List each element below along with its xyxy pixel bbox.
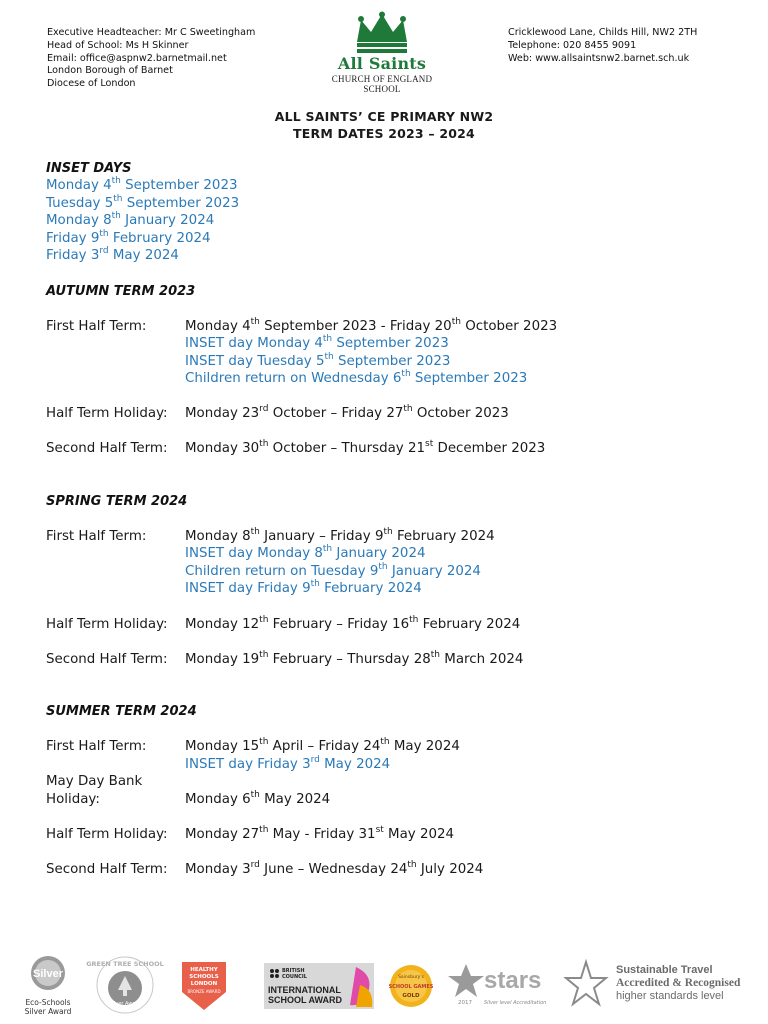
summer-first-half-dates: Monday 15th April – Friday 24th May 2024: [185, 736, 460, 754]
spring-second-half-dates: Monday 19th February – Thursday 28th March 2024: [185, 649, 524, 667]
school-games-bottom: GOLD: [402, 993, 420, 999]
website-line: Web: www.allsaintsnw2.barnet.sch.uk: [508, 53, 690, 64]
sustainable-travel-badge: [566, 960, 756, 1010]
eco-schools-label-1: Eco-Schools: [25, 998, 71, 1007]
inset-day-item: Friday 3rd May 2024: [46, 245, 179, 263]
eco-schools-badge: [18, 954, 78, 1016]
spring-note: INSET day Monday 8th January 2024: [185, 543, 426, 561]
inset-day-item: Friday 9th February 2024: [46, 228, 211, 246]
spring-note: INSET day Friday 9th February 2024: [185, 578, 422, 596]
green-tree-school-badge: [86, 954, 164, 1016]
inset-day-item: Monday 8th January 2024: [46, 210, 215, 228]
healthy-line-2: SCHOOLS: [189, 974, 219, 980]
green-tree-icon: [86, 954, 164, 1016]
head-of-school-line: Head of School: Ms H Skinner: [47, 39, 189, 51]
travel-line-2: Accredited & Recognised: [616, 977, 741, 989]
healthy-line-3: LONDON: [190, 981, 218, 987]
autumn-term-heading: AUTUMN TERM 2023: [46, 284, 196, 299]
email-line: Email: office@aspnw2.barnetmail.net: [47, 52, 227, 64]
contact-staff-block: [47, 27, 255, 91]
spring-first-half-dates: Monday 8th January – Friday 9th February 2024: [185, 526, 495, 544]
stars-sub: Silver level Accreditation: [484, 1000, 547, 1006]
healthy-line-1: HEALTHY: [190, 967, 218, 973]
borough-line: London Borough of Barnet: [47, 65, 173, 77]
bank-holiday-label-line-1: May Day Bank: [46, 774, 143, 789]
eco-schools-icon: [18, 954, 78, 994]
british-council-icon: [264, 963, 374, 1009]
healthy-line-4: BRONZE AWARD: [187, 989, 221, 994]
spring-note: Children return on Tuesday 9th January 2024: [185, 561, 481, 579]
address-line: Cricklewood Lane, Childs Hill, NW2 2TH: [508, 27, 698, 38]
autumn-note: Children return on Wednesday 6th September 2023: [185, 368, 528, 386]
autumn-second-half-dates: Monday 30th October – Thursday 21st December 2023: [185, 438, 546, 456]
british-council-badge: [264, 963, 374, 1009]
autumn-note: INSET day Monday 4th September 2023: [185, 333, 449, 351]
spring-half-term-label: Half Term Holiday:: [46, 617, 168, 632]
bc-line-1: BRITISH: [282, 968, 305, 974]
green-tree-award-text: Silver Award: [109, 1001, 141, 1007]
school-games-icon: [388, 963, 434, 1009]
bc-line-2: COUNCIL: [282, 974, 307, 980]
travel-line-3: higher standards level: [616, 990, 724, 1002]
bc-line-4: SCHOOL AWARD: [268, 995, 343, 1005]
summer-half-term-dates: Monday 27th May - Friday 31st May 2024: [185, 824, 455, 842]
logo-name: All Saints: [337, 54, 427, 73]
healthy-schools-badge: [178, 958, 230, 1014]
school-games-badge: [388, 963, 434, 1009]
sustainable-travel-icon: [566, 960, 756, 1010]
bank-holiday-label-line-2: Holiday:: [46, 792, 100, 807]
bc-line-3: INTERNATIONAL: [268, 985, 341, 995]
telephone-line: Telephone: 020 8455 9091: [508, 40, 637, 51]
logo-subtitle: CHURCH OF ENGLAND SCHOOL: [331, 74, 433, 94]
autumn-first-half-label: First Half Term:: [46, 319, 147, 334]
travel-line-1: Sustainable Travel: [616, 964, 713, 976]
autumn-second-half-label: Second Half Term:: [46, 441, 168, 456]
autumn-note: INSET day Tuesday 5th September 2023: [185, 351, 451, 369]
stars-badge: [446, 960, 564, 1010]
summer-second-half-dates: Monday 3rd June – Wednesday 24th July 2024: [185, 859, 484, 877]
healthy-schools-icon: [178, 958, 230, 1014]
eco-schools-label-2: Silver Award: [24, 1007, 72, 1016]
autumn-half-term-label: Half Term Holiday:: [46, 406, 168, 421]
inset-day-item: Monday 4th September 2023: [46, 175, 238, 193]
document-title: [0, 108, 768, 142]
diocese-line: Diocese of London: [47, 78, 136, 90]
title-line-2: TERM DATES 2023 – 2024: [293, 126, 475, 141]
school-logo: [312, 12, 452, 94]
stars-icon: [446, 960, 564, 1010]
spring-half-term-dates: Monday 12th February – Friday 16th February 2024: [185, 614, 521, 632]
spring-term-heading: SPRING TERM 2024: [46, 494, 188, 509]
eco-schools-silver-text: Silver: [33, 968, 63, 980]
summer-first-half-label: First Half Term:: [46, 739, 147, 754]
stars-word: stars: [484, 967, 542, 994]
summer-term-heading: SUMMER TERM 2024: [46, 704, 197, 719]
summer-note: INSET day Friday 3rd May 2024: [185, 754, 391, 772]
autumn-half-term-dates: Monday 23rd October – Friday 27th October 2023: [185, 403, 509, 421]
inset-day-item: Tuesday 5th September 2023: [46, 193, 240, 211]
summer-half-term-label: Half Term Holiday:: [46, 827, 168, 842]
spring-first-half-label: First Half Term:: [46, 529, 147, 544]
spring-second-half-label: Second Half Term:: [46, 652, 168, 667]
crown-icon: [353, 12, 411, 56]
headteacher-line: Executive Headteacher: Mr C Sweetingham: [47, 27, 256, 38]
summer-second-half-label: Second Half Term:: [46, 862, 168, 877]
title-line-1: ALL SAINTS’ CE PRIMARY NW2: [274, 109, 494, 124]
school-games-top: Sainsbury's: [398, 975, 424, 980]
accreditation-footer: [18, 954, 758, 1016]
stars-year: 2017: [458, 1000, 472, 1006]
green-tree-title: GREEN TREE SCHOOL: [86, 960, 164, 968]
autumn-first-half-dates: Monday 4th September 2023 - Friday 20th October 2023: [185, 316, 558, 334]
contact-address-block: [508, 26, 697, 65]
school-games-mid: SCHOOL GAMES: [388, 984, 434, 990]
bank-holiday-date: Monday 6th May 2024: [185, 789, 331, 807]
inset-days-heading: INSET DAYS: [46, 161, 132, 176]
